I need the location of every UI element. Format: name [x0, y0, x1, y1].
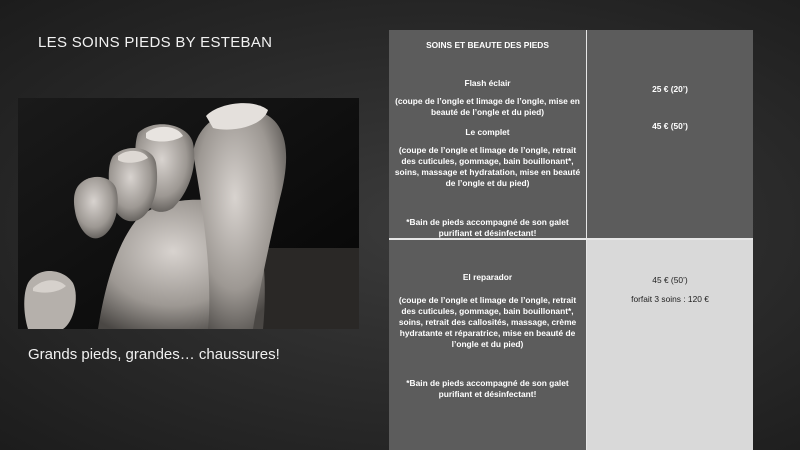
photo-caption: Grands pieds, grandes… chaussures!: [28, 346, 280, 363]
price-table: [389, 30, 753, 450]
cell-soins-reparador: [389, 240, 587, 450]
price-reparador: 45 € (50’): [652, 275, 688, 285]
service-flash-desc: (coupe de l’ongle et limage de l’ongle, mise en beauté de l’ongle et du pied): [395, 96, 580, 117]
table-header: SOINS ET BEAUTE DES PIEDS: [426, 40, 549, 50]
service-reparador-name: El reparador: [462, 272, 513, 282]
slide-title: LES SOINS PIEDS BY ESTEBAN: [38, 34, 273, 51]
service-complet-name: Le complet: [465, 127, 510, 137]
foot-photo: [18, 98, 359, 329]
price-complet: 45 € (50’): [652, 121, 688, 131]
service-complet-desc: (coupe de l’ongle et limage de l’ongle, retrait des cuticules, gommage, bain bouillonant*, soins, massage et hydratation, mise en beauté de l’ongle et du pied): [394, 145, 581, 188]
price-flash: 25 € (20’): [652, 84, 688, 94]
service-flash-name: Flash éclair: [464, 78, 511, 88]
service-reparador-desc: (coupe de l’ongle et limage de l’ongle, retrait des cuticules, gommage, bain bouillonant*, soins, retrait des callosités, massage, crème hydratante et réparatrice, mise en beauté de l’ongle et du pied): [398, 295, 577, 349]
foot-illustration: [18, 98, 359, 329]
cell-prices-reparador: [587, 240, 753, 450]
footnote-bain-2: *Bain de pieds accompagné de son galet purifiant et désinfectant!: [406, 378, 569, 399]
cell-prices-basic: [587, 30, 753, 240]
footnote-bain-1: *Bain de pieds accompagné de son galet purifiant et désinfectant!: [406, 217, 569, 238]
price-forfait: forfait 3 soins : 120 €: [631, 294, 709, 304]
cell-soins-basic: [389, 30, 587, 240]
